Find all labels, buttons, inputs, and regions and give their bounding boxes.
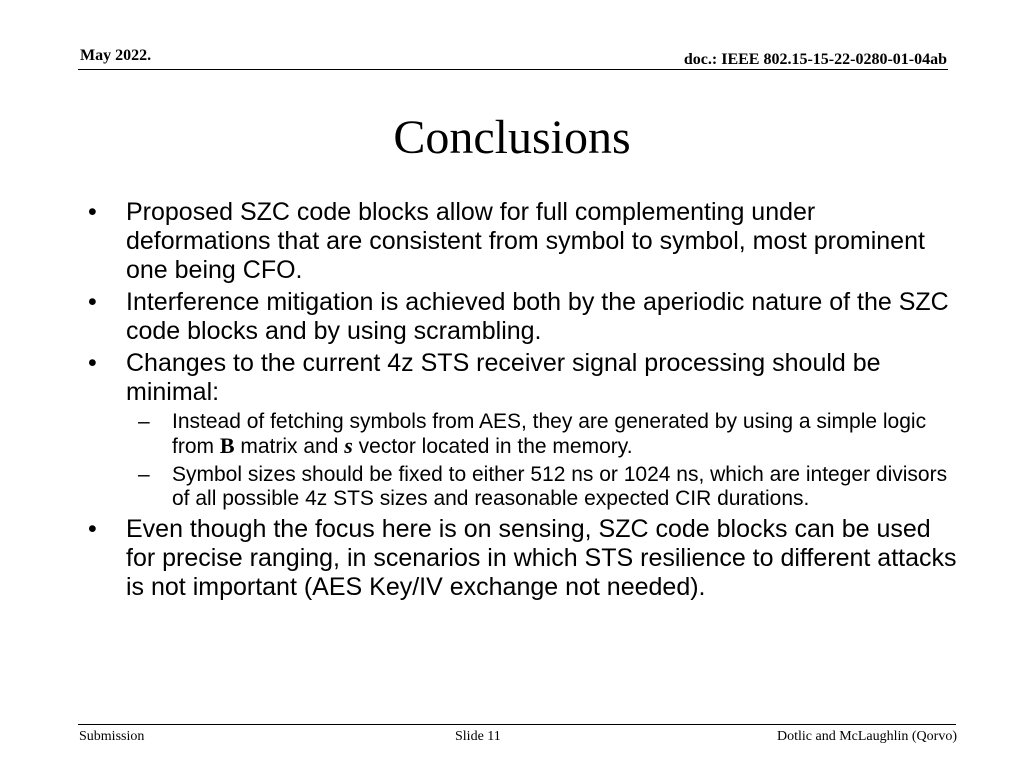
footer-authors: Dotlic and McLaughlin (Qorvo) (776, 729, 957, 744)
sub-bullet-item (86, 463, 966, 511)
bullet-marker: • (88, 349, 97, 377)
sub-bullet-text-part: vector located in the memory. (352, 435, 633, 458)
bullet-text: Interference mitigation is achieved both by the aperiodic nature of the SZC code blocks and by using scrambling. (126, 288, 949, 345)
sub-bullet-text (172, 410, 926, 458)
bullet-text: Even though the focus here is on sensing, SZC code blocks can be used for precise ranging, in scenarios in which STS resilience to different attacks is not important (AES Key/IV exchange not needed). (126, 515, 957, 601)
bullet-marker: • (88, 288, 97, 316)
header-divider (78, 69, 948, 70)
vector-symbol: s (344, 433, 353, 458)
header-document-id: doc.: IEEE 802.15-15-22-0280-01-04ab (683, 51, 947, 68)
sub-bullet-marker: – (138, 410, 150, 433)
bullet-item (86, 288, 966, 346)
bullet-item (86, 349, 966, 407)
footer-divider (78, 724, 956, 725)
sub-bullet-marker: – (138, 463, 150, 486)
sub-bullet-text: Symbol sizes should be fixed to either 512 ns or 1024 ns, which are integer divisors of all possible 4z STS sizes and reasonable expected CIR durations. (172, 463, 948, 510)
slide-title: Conclusions (393, 111, 631, 164)
bullet-marker: • (88, 515, 97, 543)
bullet-item (86, 198, 966, 285)
footer-slide-number: Slide 11 (455, 729, 501, 744)
bullet-item (86, 515, 966, 602)
bullet-text: Changes to the current 4z STS receiver signal processing should be minimal: (126, 349, 881, 406)
bullet-text: Proposed SZC code blocks allow for full complementing under deformations that are consistent from symbol to symbol, most prominent one being CFO. (126, 198, 925, 284)
sub-bullet-text-part: matrix and (234, 435, 345, 458)
bullet-marker: • (88, 198, 97, 226)
sub-bullet-item (86, 410, 966, 459)
matrix-symbol: B (219, 433, 235, 458)
sub-bullet-text-part: Instead of fetching symbols from AES, they are generated by using a simple logic from (172, 410, 927, 458)
slide-body (86, 198, 966, 605)
header-date: May 2022. (80, 47, 152, 64)
footer-submission: Submission (79, 729, 145, 744)
